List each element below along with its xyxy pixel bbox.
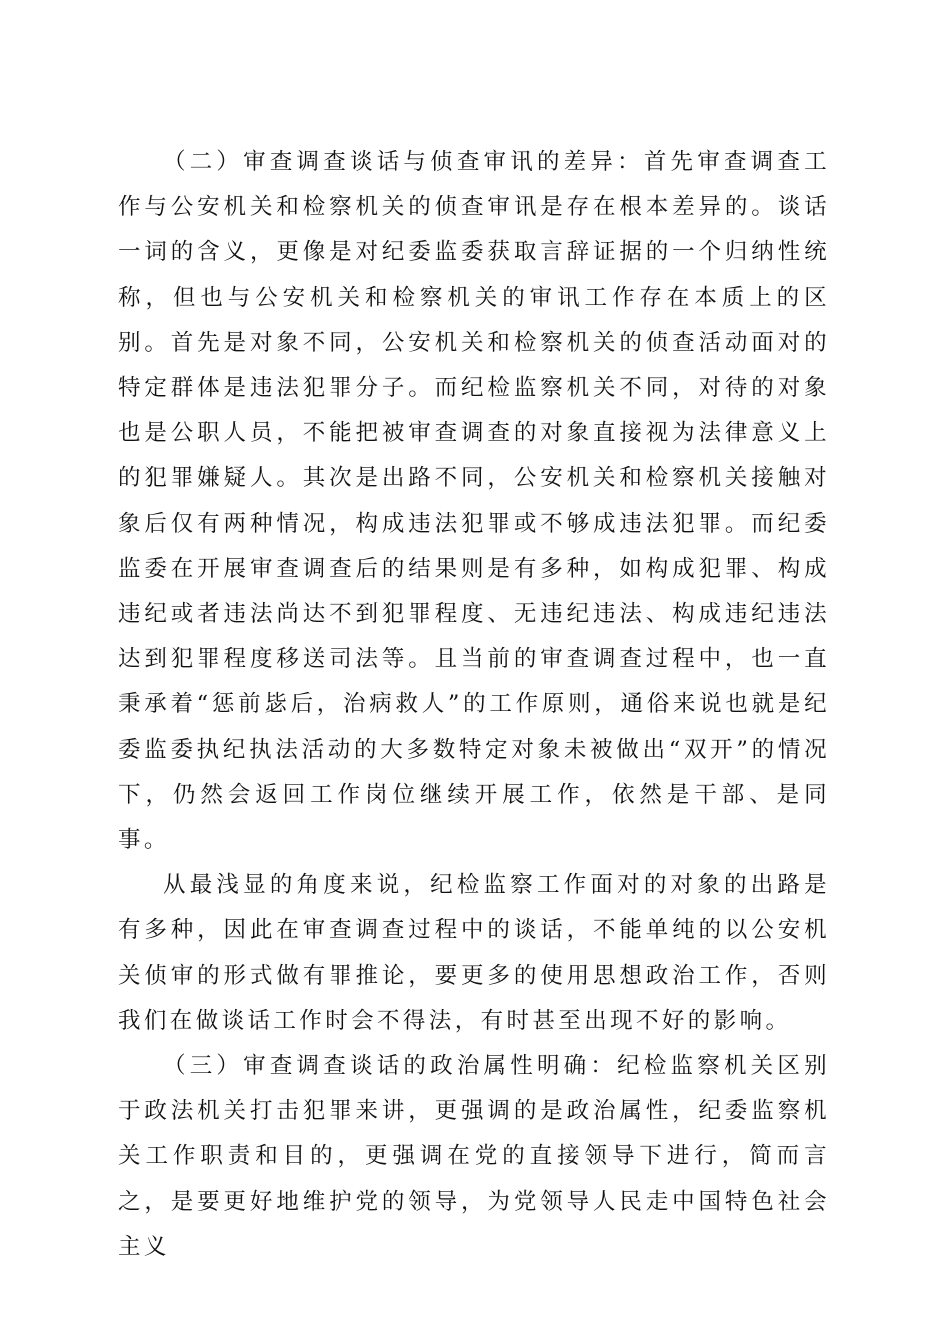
paragraph-section-3: （三）审查调查谈话的政治属性明确：纪检监察机关区别于政法机关打击犯罪来讲，更强调的是政治属性，纪委监察机关工作职责和目的，更强调在党的直接领导下进行，简而言之，是要更好地维护党的领导，为党领导人民走中国特色社会主义 xyxy=(118,1053,830,1260)
document-body xyxy=(118,140,830,1270)
paragraph-section-2: （二）审查调查谈话与侦查审讯的差异：首先审查调查工作与公安机关和检察机关的侦查审讯是存在根本差异的。谈话一词的含义，更像是对纪委监委获取言辞证据的一个归纳性统称，但也与公安机关和检察机关的审讯工作存在本质上的区别。首先是对象不同，公安机关和检察机关的侦查活动面对的特定群体是违法犯罪分子。而纪检监察机关不同，对待的对象也是公职人员，不能把被审查调查的对象直接视为法律意义上的犯罪嫌疑人。其次是出路不同，公安机关和检察机关接触对象后仅有两种情况，构成违法犯罪或不够成违法犯罪。而纪委监委在开展审查调查后的结果则是有多种，如构成犯罪、构成违纪或者违法尚达不到犯罪程度、无违纪违法、构成违纪违法达到犯罪程度移送司法等。且当前的审查调查过程中，也一直秉承着“惩前毖后，治病救人”的工作原则，通俗来说也就是纪委监委执纪执法活动的大多数特定对象未被做出“双开”的情况下，仍然会返回工作岗位继续开展工作，依然是干部、是同事。 xyxy=(118,149,830,854)
paragraph-followup: 从最浅显的角度来说，纪检监察工作面对的对象的出路是有多种，因此在审查调查过程中的谈话，不能单纯的以公安机关侦审的形式做有罪推论，要更多的使用思想政治工作，否则我们在做谈话工作时会不得法，有时甚至出现不好的影响。 xyxy=(118,872,830,1034)
